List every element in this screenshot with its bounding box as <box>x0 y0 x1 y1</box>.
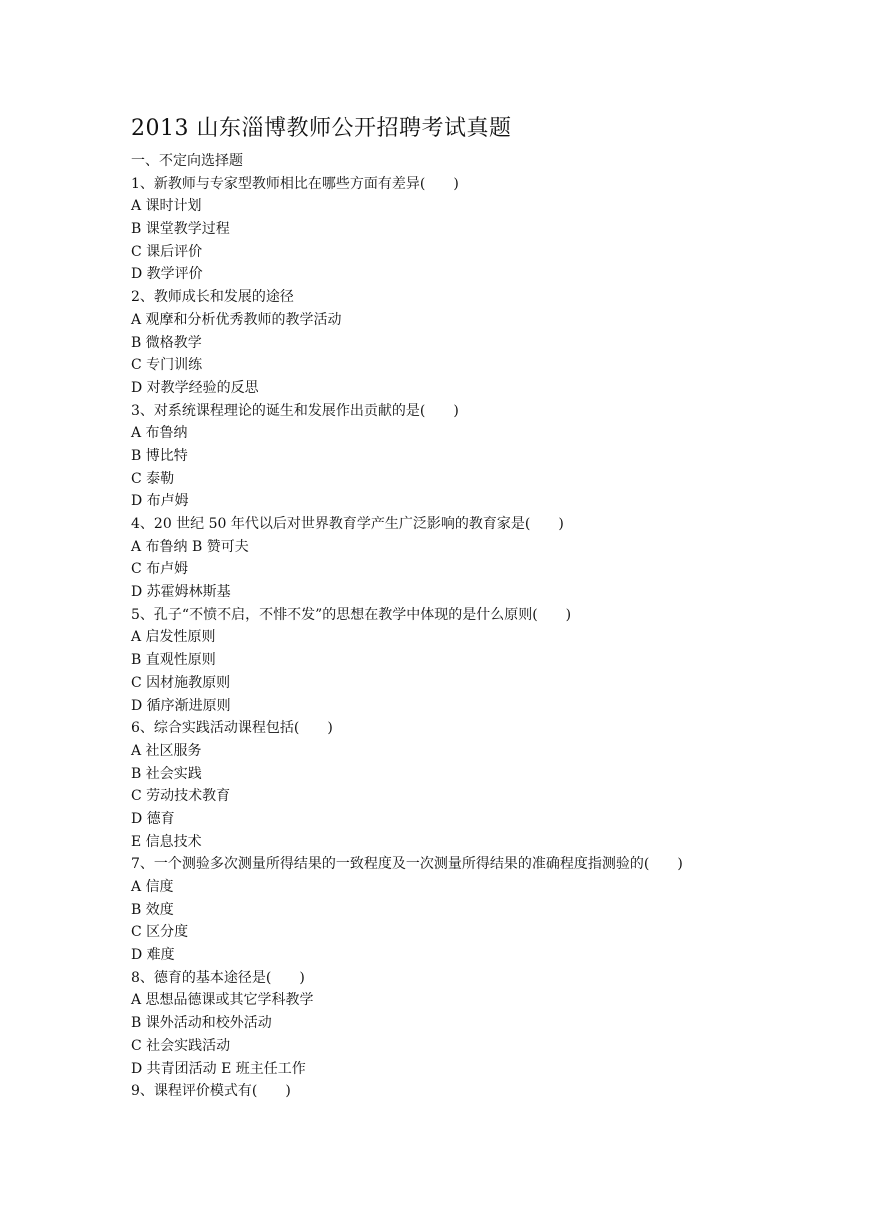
text-line: A 信度 <box>131 879 174 895</box>
text-line: B 课外活动和校外活动 <box>131 1015 272 1032</box>
text-line: A 布鲁纳 B 赞可夫 <box>131 538 249 555</box>
text-line: B 直观性原则 <box>131 652 216 669</box>
text-line: 3、对系统课程理论的诞生和发展作出贡献的是( ) <box>131 402 459 419</box>
text-line: D 对教学经验的反思 <box>131 379 259 396</box>
text-line: 7、一个测验多次测量所得结果的一致程度及一次测量所得结果的准确程度指测验的( ) <box>131 856 683 873</box>
text-line: 1、新教师与专家型教师相比在哪些方面有差异( ) <box>131 175 459 192</box>
text-line: A 思想品德课或其它学科教学 <box>131 992 314 1009</box>
text-line: A 观摩和分析优秀教师的教学活动 <box>131 311 342 328</box>
text-line: E 信息技术 <box>131 833 202 850</box>
text-line: D 教学评价 <box>131 266 203 283</box>
text-line: D 循序渐进原则 <box>131 697 231 714</box>
text-line: C 布卢姆 <box>131 561 189 578</box>
text-line: 5、孔子“不愤不启，不悱不发”的思想在教学中体现的是什么原则( ) <box>131 606 572 623</box>
text-line: D 苏霍姆林斯基 <box>131 584 231 601</box>
text-line: D 德育 <box>131 810 175 827</box>
text-line: C 课后评价 <box>131 243 203 260</box>
text-line: 6、综合实践活动课程包括( ) <box>131 720 333 737</box>
text-line: B 微格教学 <box>131 334 202 351</box>
text-line: B 效度 <box>131 901 174 918</box>
document-page <box>131 114 831 1103</box>
text-line: B 社会实践 <box>131 765 202 782</box>
text-line: C 劳动技术教育 <box>131 788 231 805</box>
text-line: D 难度 <box>131 947 175 964</box>
text-line: 一、不定向选择题 <box>131 153 243 169</box>
text-line: A 课时计划 <box>131 198 202 215</box>
text-line: A 布鲁纳 <box>131 425 188 442</box>
text-line: 2、教师成长和发展的途径 <box>131 289 294 306</box>
text-line: C 泰勒 <box>131 470 175 487</box>
text-line: C 专门训练 <box>131 357 203 374</box>
text-line: 4、20 世纪 50 年代以后对世界教育学产生广泛影响的教育家是( ) <box>131 516 564 532</box>
document-title: 2013 山东淄博教师公开招聘考试真题 <box>131 116 512 141</box>
text-line: D 共青团活动 E 班主任工作 <box>131 1060 306 1077</box>
text-line: C 社会实践活动 <box>131 1037 231 1054</box>
text-line: C 区分度 <box>131 924 189 941</box>
text-line: 9、课程评价模式有( ) <box>131 1083 291 1100</box>
text-line: 8、德育的基本途径是( ) <box>131 969 305 986</box>
text-line: D 布卢姆 <box>131 493 189 510</box>
text-line: A 社区服务 <box>131 742 202 759</box>
text-line: C 因材施教原则 <box>131 674 231 691</box>
text-line: B 博比特 <box>131 447 188 464</box>
text-line: B 课堂教学过程 <box>131 221 230 238</box>
question-list <box>131 150 831 1103</box>
text-line: A 启发性原则 <box>131 629 216 646</box>
